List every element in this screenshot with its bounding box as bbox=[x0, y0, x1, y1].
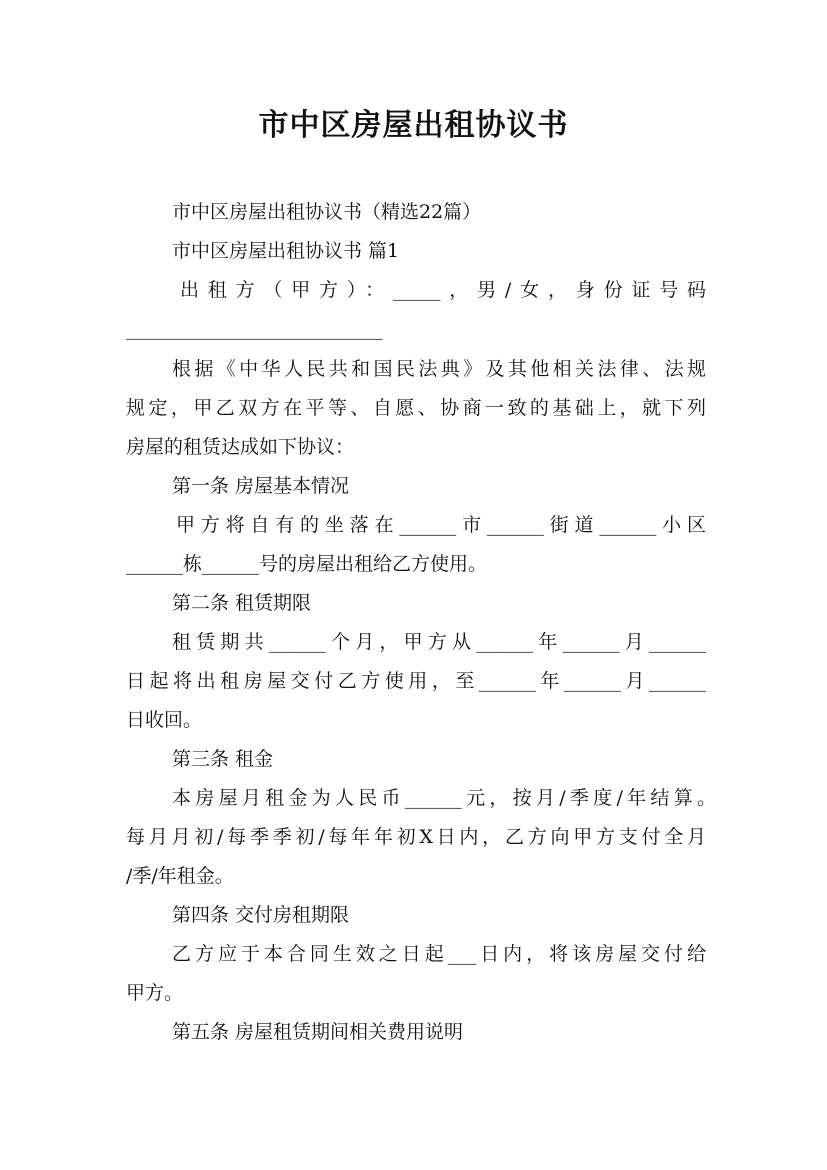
doc-line: 本房屋月租金为人民币______元，按月/季度/年结算。 bbox=[172, 787, 716, 809]
doc-line: 日收回。 bbox=[126, 709, 203, 731]
doc-line: 第一条 房屋基本情况 bbox=[172, 475, 350, 497]
doc-line: ___________________________ bbox=[126, 318, 383, 340]
doc-line: 第三条 租金 bbox=[172, 748, 274, 770]
doc-line: /季/年租金。 bbox=[126, 865, 234, 887]
doc-line: 第二条 租赁期限 bbox=[172, 592, 312, 614]
doc-line: 第四条 交付房租期限 bbox=[172, 904, 350, 926]
doc-line: 第五条 房屋租赁期间相关费用说明 bbox=[172, 1021, 464, 1043]
doc-line: 甲方将自有的坐落在______市______街道______小区 bbox=[176, 514, 706, 536]
doc-line: 根据《中华人民共和国民法典》及其他相关法律、法规 bbox=[172, 358, 706, 380]
doc-line: 日起将出租房屋交付乙方使用，至______年______月______ bbox=[126, 670, 706, 692]
doc-line: ______栋______号的房屋出租给乙方使用。 bbox=[126, 553, 488, 575]
doc-line: 乙方应于本合同生效之日起___日内，将该房屋交付给 bbox=[172, 943, 706, 965]
doc-line: 每月月初/每季季初/每年年初X日内，乙方向甲方支付全月 bbox=[126, 826, 706, 848]
doc-line: 租赁期共______个月，甲方从______年______月______ bbox=[172, 631, 706, 653]
doc-line: 甲方。 bbox=[126, 982, 184, 1004]
doc-line: 出租方（甲方）：_____，男/女，身份证号码 bbox=[180, 279, 706, 301]
doc-line: 房屋的租赁达成如下协议： bbox=[126, 436, 355, 458]
doc-line: 规定，甲乙双方在平等、自愿、协商一致的基础上，就下列 bbox=[126, 397, 706, 419]
doc-line: 市中区房屋出租协议书（精选22篇） bbox=[172, 201, 482, 223]
document-title: 市中区房屋出租协议书 bbox=[258, 108, 569, 143]
doc-line: 市中区房屋出租协议书 篇1 bbox=[172, 240, 400, 262]
